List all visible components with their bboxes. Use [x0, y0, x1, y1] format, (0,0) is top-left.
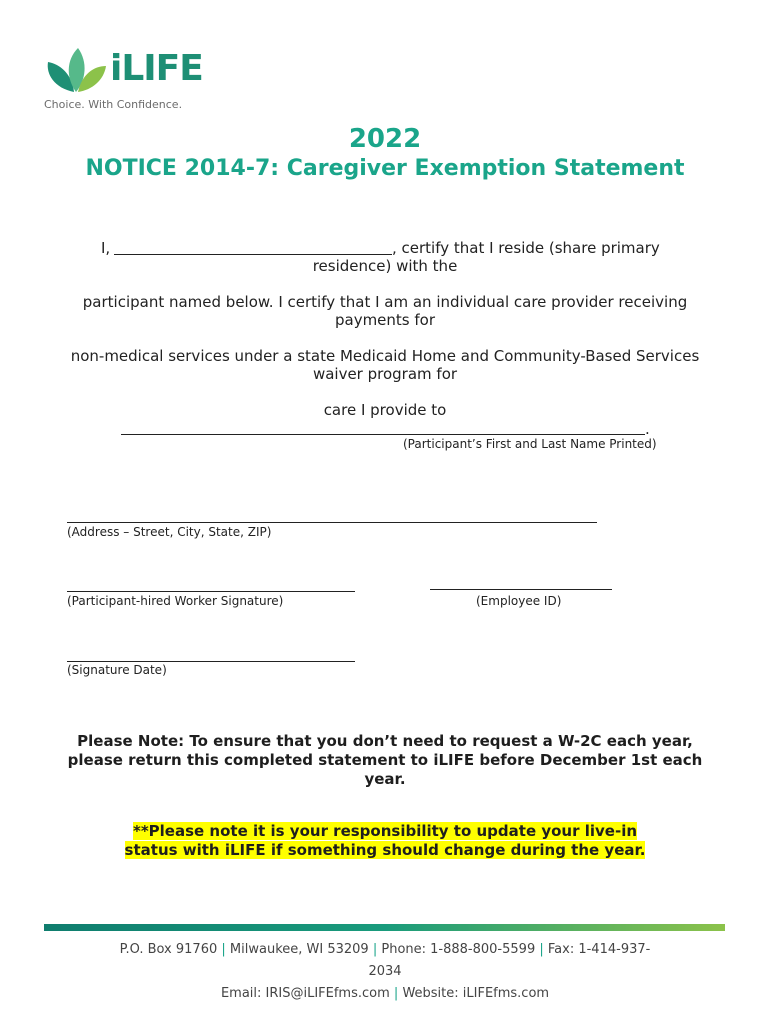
statement-period: . — [645, 420, 650, 438]
statement-prefix: I, — [101, 239, 111, 257]
statement-line4: care I provide to — [323, 401, 447, 419]
page-title: NOTICE 2014-7: Caregiver Exemption Statement — [85, 156, 685, 181]
signature-line[interactable] — [67, 591, 355, 592]
please-note-line2: please return this completed statement to iLIFE before December 1st each — [67, 751, 703, 769]
warning-line2: status with iLIFE if something should change during the year. — [124, 841, 646, 859]
statement-line2: participant named below. I certify that I am an individual care provider receiving — [82, 293, 688, 311]
participant-name-line[interactable] — [121, 434, 645, 435]
footer-po-box: P.O. Box 91760 — [119, 942, 218, 957]
logo-wordmark: iLIFE — [110, 48, 203, 89]
footer-email[interactable]: Email: IRIS@iLIFEfms.com — [220, 986, 390, 1001]
footer-separator: | — [393, 986, 399, 1001]
footer-divider — [44, 924, 725, 931]
statement-line2-cont: payments for — [334, 311, 436, 329]
footer-website[interactable]: Website: iLIFEfms.com — [402, 986, 550, 1001]
please-note-line3: year. — [364, 770, 406, 788]
logo-tagline: Choice. With Confidence. — [44, 98, 183, 111]
please-note-line1: Please Note: To ensure that you don’t need to request a W-2C each year, — [77, 732, 693, 750]
footer-fax: Fax: 1-414-937- — [547, 942, 651, 957]
footer-phone: Phone: 1-888-800-5599 — [381, 942, 536, 957]
address-line[interactable] — [67, 522, 597, 523]
statement-line3: non-medical services under a state Medicaid Home and Community-Based Services — [70, 347, 700, 365]
employee-id-caption: (Employee ID) — [476, 594, 562, 608]
address-caption: (Address – Street, City, State, ZIP) — [67, 525, 272, 539]
footer-city: Milwaukee, WI 53209 — [229, 942, 369, 957]
employee-id-line[interactable] — [430, 589, 612, 590]
participant-name-caption: (Participant’s First and Last Name Printed) — [403, 437, 657, 451]
statement-line1-suffix: , certify that I reside (share primary — [392, 239, 660, 257]
leaf-icon — [44, 44, 108, 96]
warning-line1: **Please note it is your responsibility to update your live-in — [132, 822, 638, 840]
ilife-logo — [44, 44, 203, 114]
footer-separator: | — [372, 942, 378, 957]
footer-contact — [40, 939, 730, 1005]
live-in-warning — [40, 822, 730, 860]
signature-date-line[interactable] — [67, 661, 355, 662]
footer-fax-cont: 2034 — [368, 964, 402, 979]
statement-line3-cont: waiver program for — [312, 365, 458, 383]
signature-date-caption: (Signature Date) — [67, 663, 167, 677]
signature-caption: (Participant-hired Worker Signature) — [67, 594, 284, 608]
please-note — [40, 732, 730, 789]
statement-line1-cont: residence) with the — [312, 257, 458, 275]
caregiver-name-line[interactable] — [114, 254, 392, 255]
footer-separator: | — [539, 942, 544, 957]
form-year: 2022 — [348, 124, 422, 154]
footer-separator: | — [221, 942, 226, 957]
